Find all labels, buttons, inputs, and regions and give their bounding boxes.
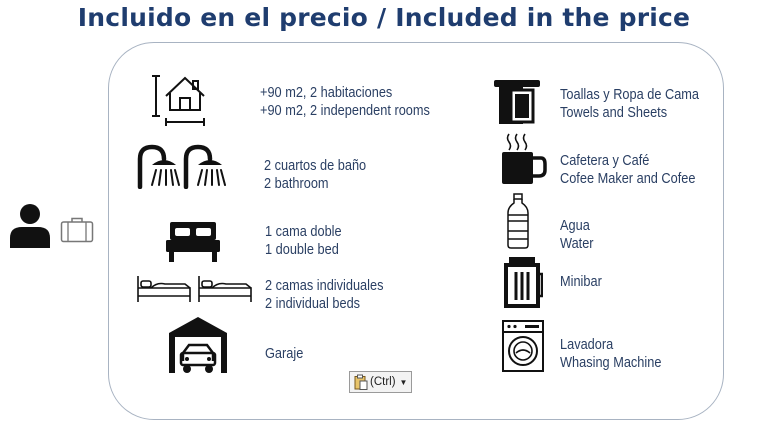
single-beds-icon [135, 274, 255, 304]
clipboard-icon [354, 374, 368, 390]
double-bed-icon [165, 220, 221, 264]
suitcase-icon [60, 217, 94, 243]
left-item-garage: Garaje [265, 346, 304, 362]
right-item-washing: Lavadora Whasing Machine [560, 337, 662, 371]
left-item-double-bed: 1 cama doble 1 double bed [265, 224, 342, 258]
right-item-coffee: Cafetera y Café Cofee Maker and Cofee [560, 153, 696, 187]
paste-options-label: (Ctrl) [370, 376, 396, 388]
chevron-down-icon: ▼ [399, 377, 408, 387]
washing-machine-icon [501, 319, 545, 373]
left-item-rooms: +90 m2, 2 habitaciones +90 m2, 2 independent rooms [260, 85, 430, 119]
minibar-icon [503, 256, 543, 308]
person-icon [8, 202, 52, 248]
page-title: Incluido en el precio / Included in the price [77, 3, 691, 32]
water-bottle-icon [506, 193, 530, 249]
house-area-icon [152, 72, 208, 126]
right-item-water: Agua Water [560, 218, 594, 252]
garage-icon [167, 315, 229, 375]
right-item-minibar: Minibar [560, 274, 602, 290]
shower-icon [136, 143, 226, 189]
coffee-cup-icon [499, 132, 547, 186]
towels-icon [493, 78, 541, 126]
left-item-bathrooms: 2 cuartos de baño 2 bathroom [264, 158, 367, 192]
paste-options-button[interactable] [349, 371, 412, 393]
right-item-towels: Toallas y Ropa de Cama Towels and Sheets [560, 87, 700, 121]
left-item-single-beds: 2 camas individuales 2 individual beds [265, 278, 384, 312]
